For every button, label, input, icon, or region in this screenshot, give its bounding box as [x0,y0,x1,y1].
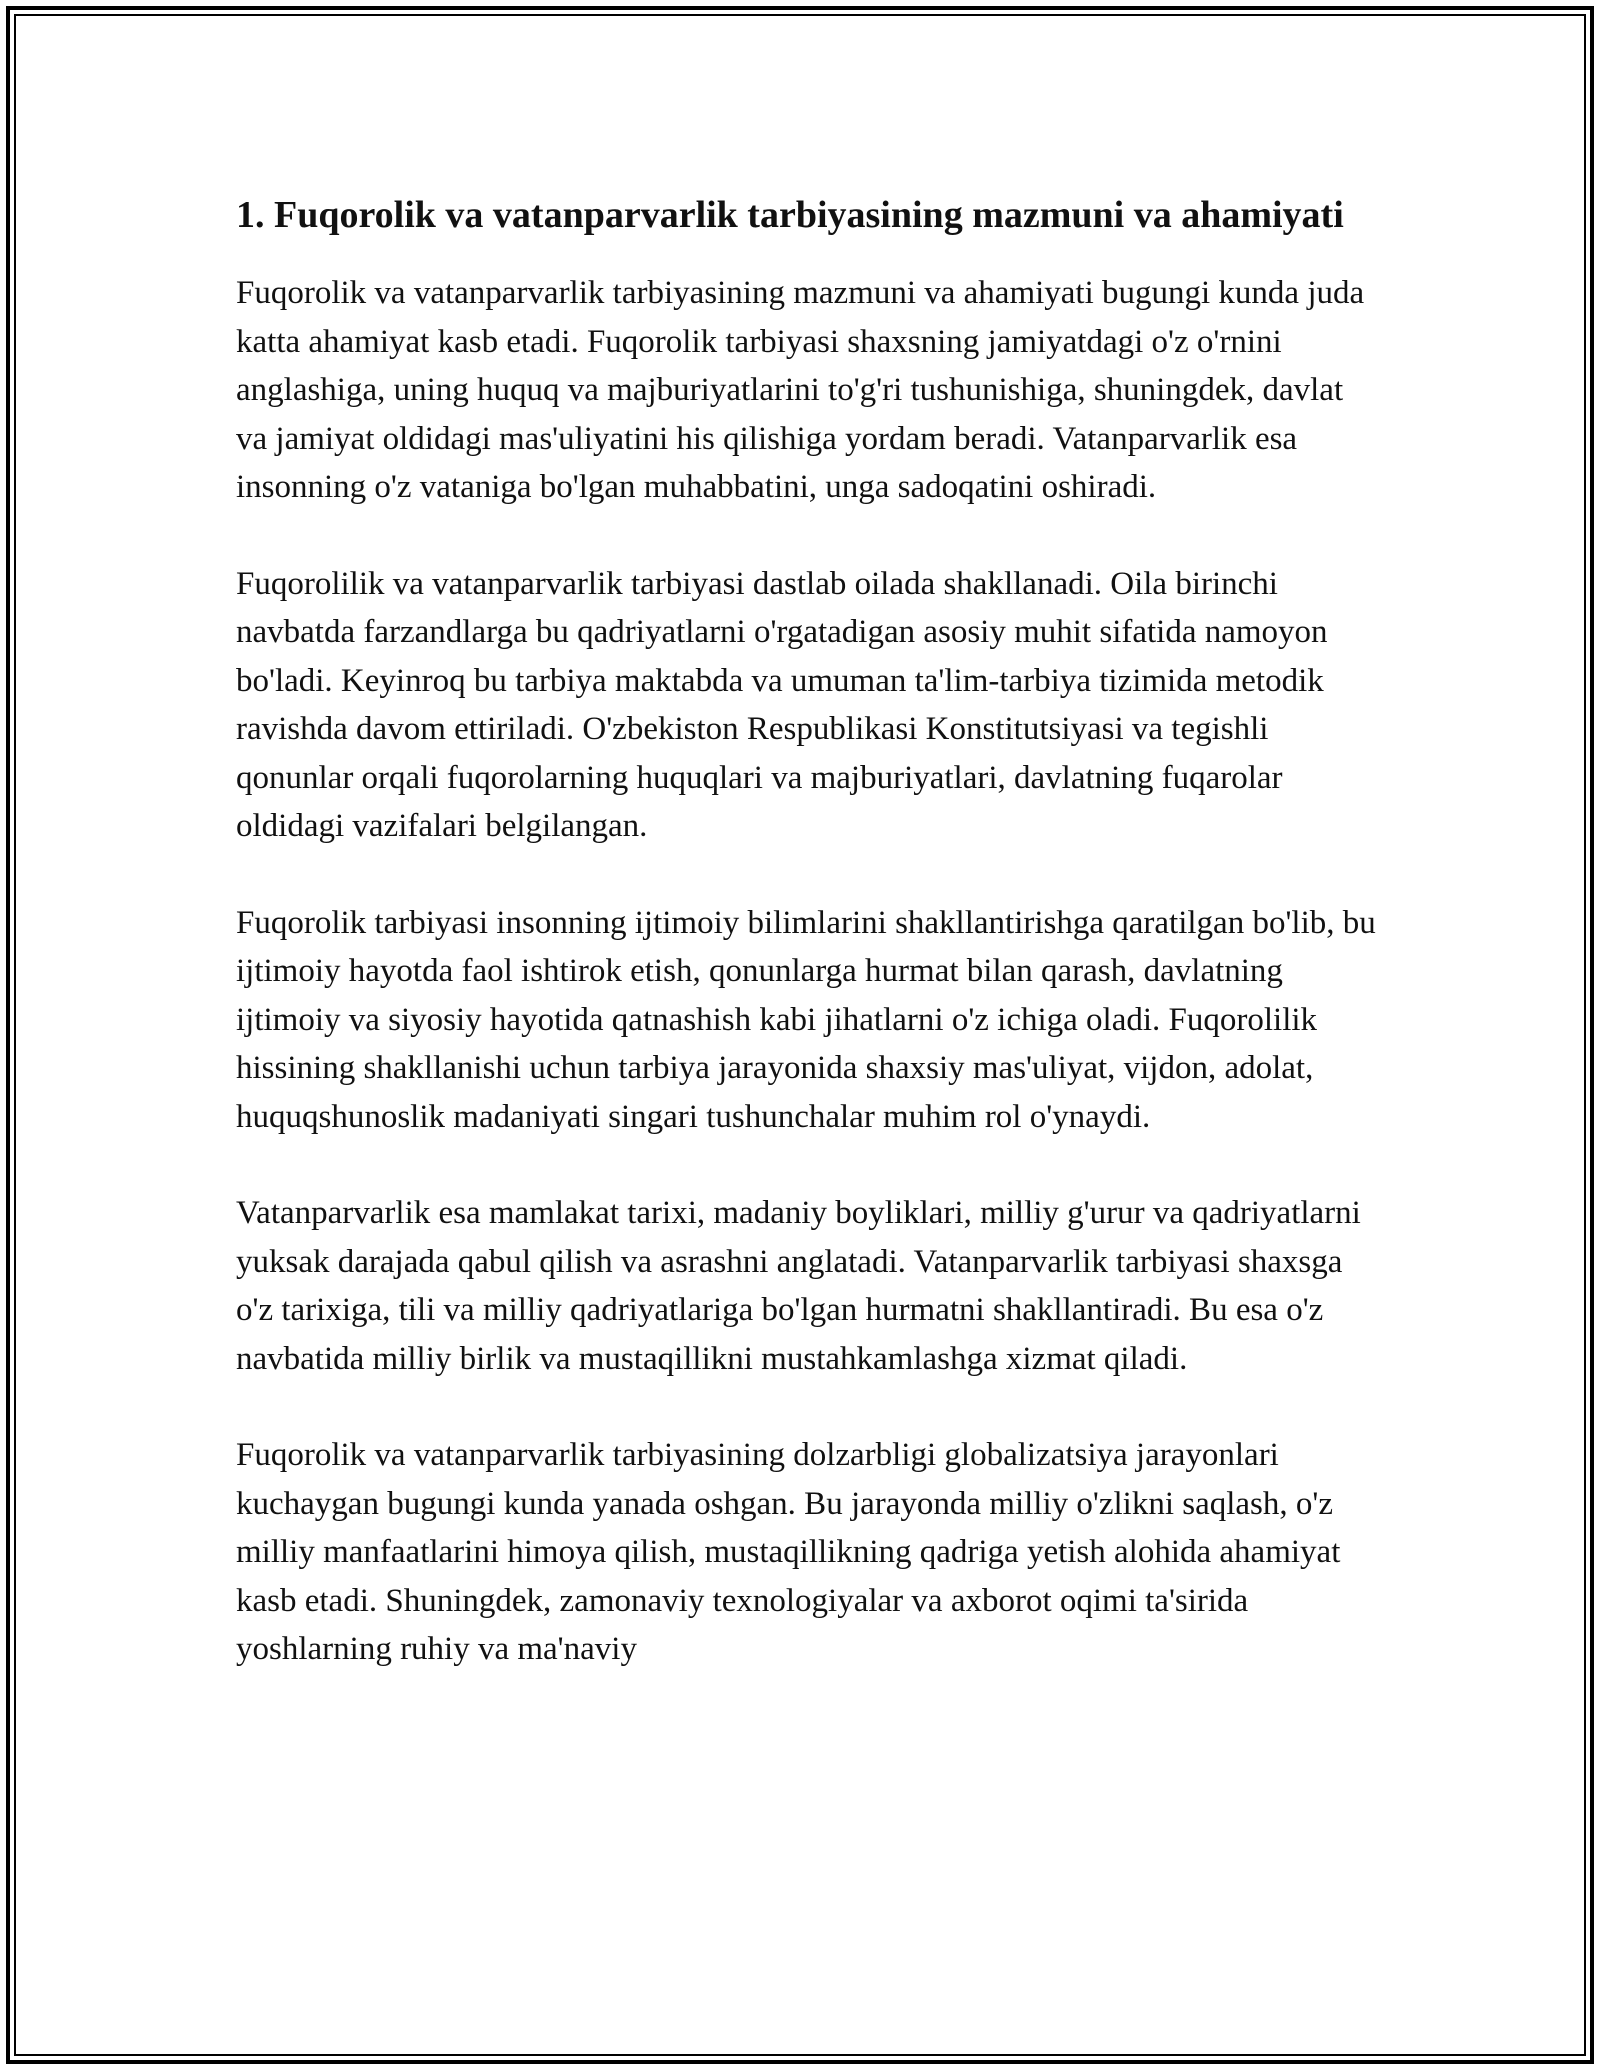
paragraph-5: Fuqorolik va vatanparvarlik tarbiyasining dolzarbligi globalizatsiya jarayonlari kuchaygan bugungi kunda yanada oshgan. Bu jarayonda milliy o'zlikni saqlash, o'z milliy manfaatlarini himoya qilish, mustaqillikning qadriga yetish alohida ahamiyat kasb etadi. Shuningdek, zamonaviy texnologiyalar va axborot oqimi ta'sirida yoshlarning ruhiy va ma'naviy [236,1437,1341,1667]
section-heading: 1. Fuqorolik va vatanparvarlik tarbiyasining mazmuni va ahamiyati [236,194,1344,236]
paragraph-4: Vatanparvarlik esa mamlakat tarixi, madaniy boyliklari, milliy g'urur va qadriyatlarni yuksak darajada qabul qilish va asrashni anglatadi. Vatanparvarlik tarbiyasi shaxsga o'z tarixiga, tili va milliy qadriyatlariga bo'lgan hurmatni shakllantiradi. Bu esa o'z navbatida milliy birlik va mustaqillikni mustahkamlashga xizmat qiladi. [236,1195,1361,1377]
paragraph-2: Fuqorolilik va vatanparvarlik tarbiyasi dastlab oilada shakllanadi. Oila birinchi navbatda farzandlarga bu qadriyatlarni o'rgatadigan asosiy muhit sifatida namoyon bo'ladi. Keyinroq bu tarbiya maktabda va umuman ta'lim-tarbiya tizimida metodik ravishda davom ettiriladi. O'zbekiston Respublikasi Konstitutsiyasi va tegishli qonunlar orqali fuqorolarning huquqlari va majburiyatlari, davlatning fuqarolar oldidagi vazifalari belgilangan. [236,565,1328,844]
paragraph-1: Fuqorolik va vatanparvarlik tarbiyasining mazmuni va ahamiyati bugungi kunda juda katta ahamiyat kasb etadi. Fuqorolik tarbiyasi shaxsning jamiyatdagi o'z o'rnini anglashiga, uning huquq va majburiyatlarini to'g'ri tushunishiga, shuningdek, davlat va jamiyat oldidagi mas'uliyatini his qilishiga yordam beradi. Vatanparvarlik esa insonning o'z vataniga bo'lgan muhabbatini, unga sadoqatini oshiradi. [236,275,1365,505]
document-body [236,188,1376,1722]
paragraph-3: Fuqorolik tarbiyasi insonning ijtimoiy bilimlarini shakllantirishga qaratilgan bo'lib, bu ijtimoiy hayotda faol ishtirok etish, qonunlarga hurmat bilan qarash, davlatning ijtimoiy va siyosiy hayotida qatnashish kabi jihatlarni o'z ichiga oladi. Fuqorolilik hissining shakllanishi uchun tarbiya jarayonida shaxsiy mas'uliyat, vijdon, adolat, huquqshunoslik madaniyati singari tushunchalar muhim rol o'ynaydi. [236,904,1376,1135]
